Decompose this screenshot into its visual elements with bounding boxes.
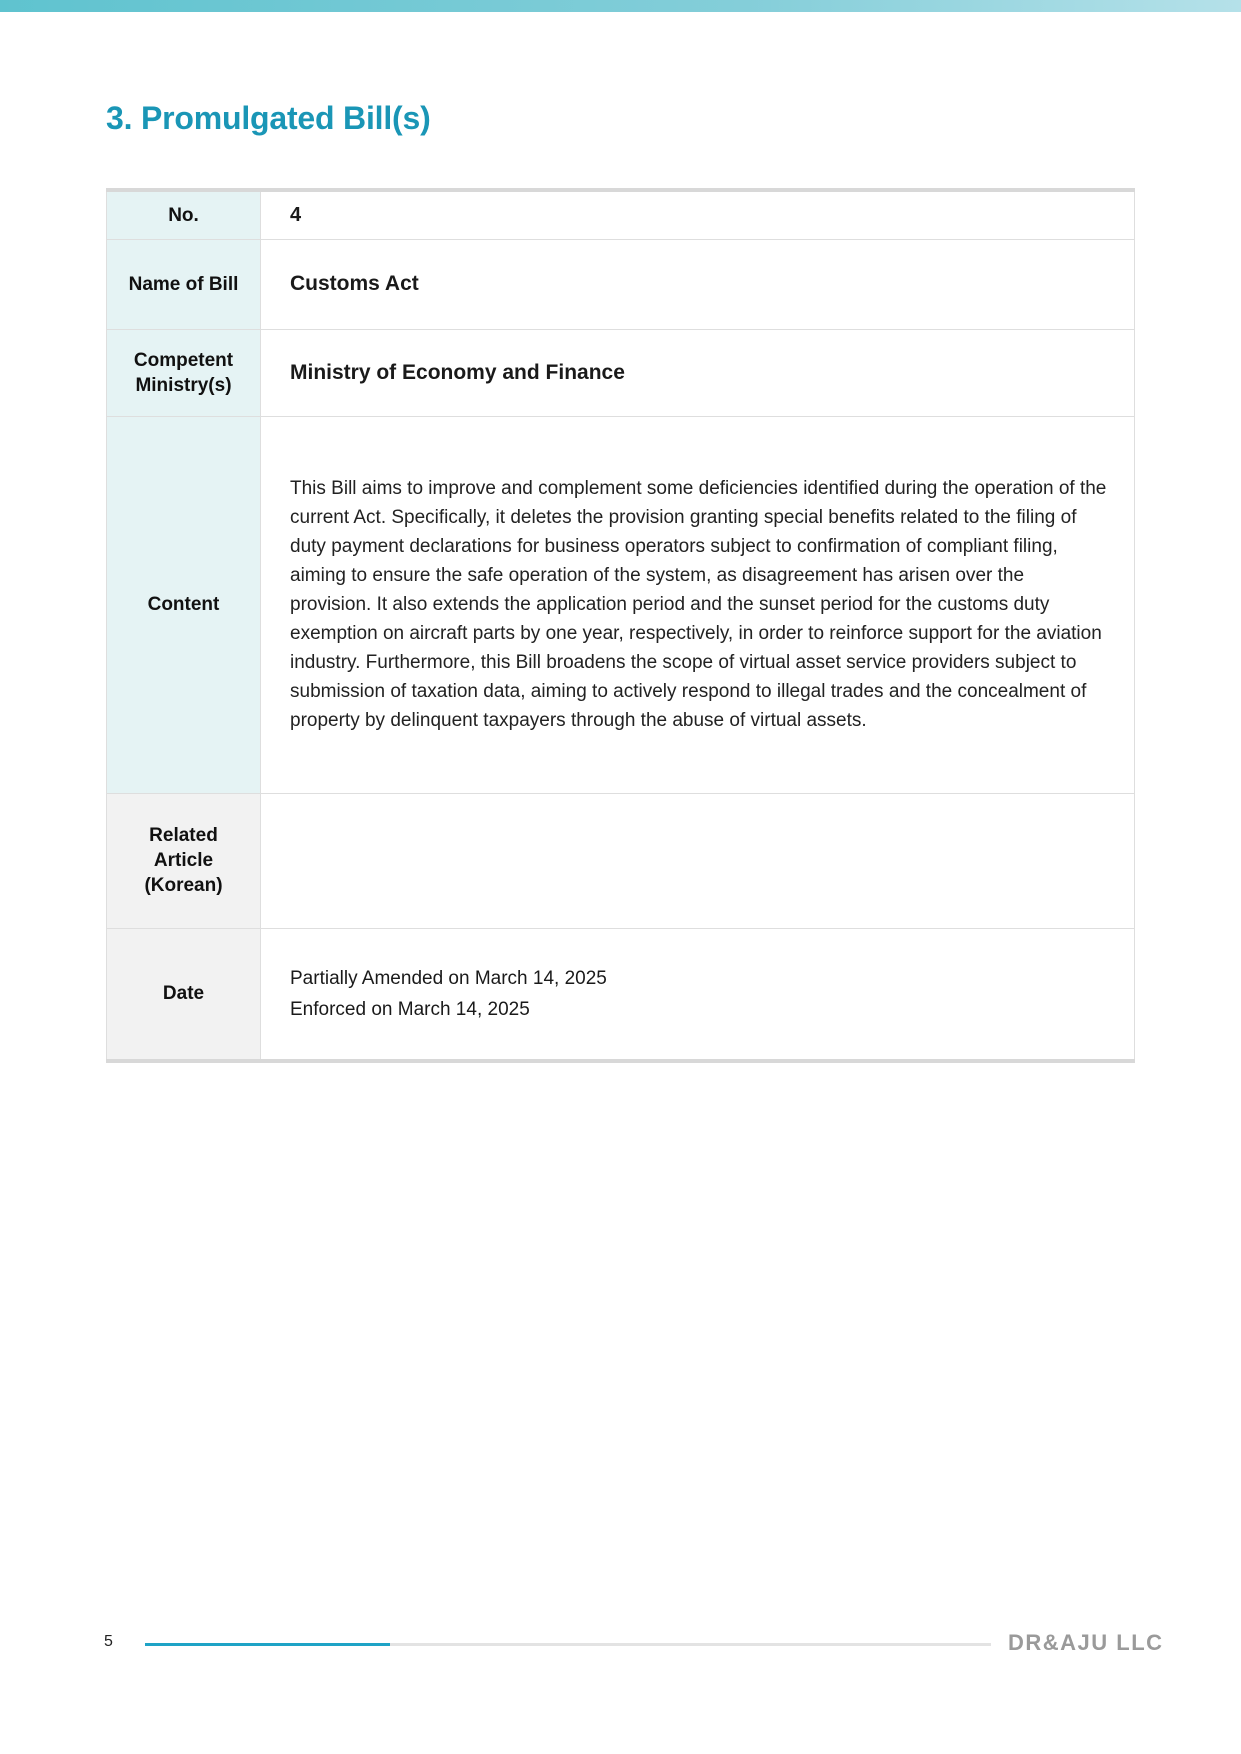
- related-value: [261, 793, 1135, 928]
- table-row-no: [107, 190, 1135, 239]
- content-label: Content: [107, 416, 261, 793]
- top-accent-bar: [0, 0, 1241, 12]
- content-text: This Bill aims to improve and complement some deficiencies identified during the operation of the current Act. Specifically, it deletes the provision granting special benefits related to the filing of duty payment declarations for business operators subject to confirmation of compliant filing, aiming to ensure the safe operation of the system, as disagreement has arisen over the provision. It also extends the application period and the sunset period for the customs duty exemption on aircraft parts by one year, respectively, in order to reinforce support for the aviation industry. Furthermore, this Bill broadens the scope of virtual asset service providers subject to submission of taxation data, aiming to actively respond to illegal trades and the concealment of property by delinquent taxpayers through the abuse of virtual assets.: [290, 478, 1107, 731]
- bill-table: [106, 188, 1135, 1063]
- section-title: 3. Promulgated Bill(s): [106, 100, 431, 136]
- name-value: Customs Act: [261, 239, 1135, 329]
- enforced-date: Enforced on March 14, 2025: [290, 998, 530, 1020]
- related-label: Related Article (Korean): [107, 793, 261, 928]
- no-value: 4: [261, 190, 1135, 239]
- name-label: Name of Bill: [107, 239, 261, 329]
- firm-logo: DR&AJU LLC: [1008, 1630, 1164, 1655]
- ministry-label: Competent Ministry(s): [107, 329, 261, 416]
- date-value: [261, 928, 1135, 1061]
- amended-date: Partially Amended on March 14, 2025: [290, 967, 607, 989]
- page-progress-fill: [145, 1643, 390, 1646]
- content-value: [261, 416, 1135, 793]
- ministry-value: Ministry of Economy and Finance: [261, 329, 1135, 416]
- date-label: Date: [107, 928, 261, 1061]
- no-label: No.: [107, 190, 261, 239]
- table-row-ministry: [107, 329, 1135, 416]
- page-progress-bar: [145, 1643, 991, 1646]
- page-number: 5: [104, 1633, 113, 1650]
- table-row-name: [107, 239, 1135, 329]
- table-row-related: [107, 793, 1135, 928]
- table-row-date: [107, 928, 1135, 1061]
- table-row-content: [107, 416, 1135, 793]
